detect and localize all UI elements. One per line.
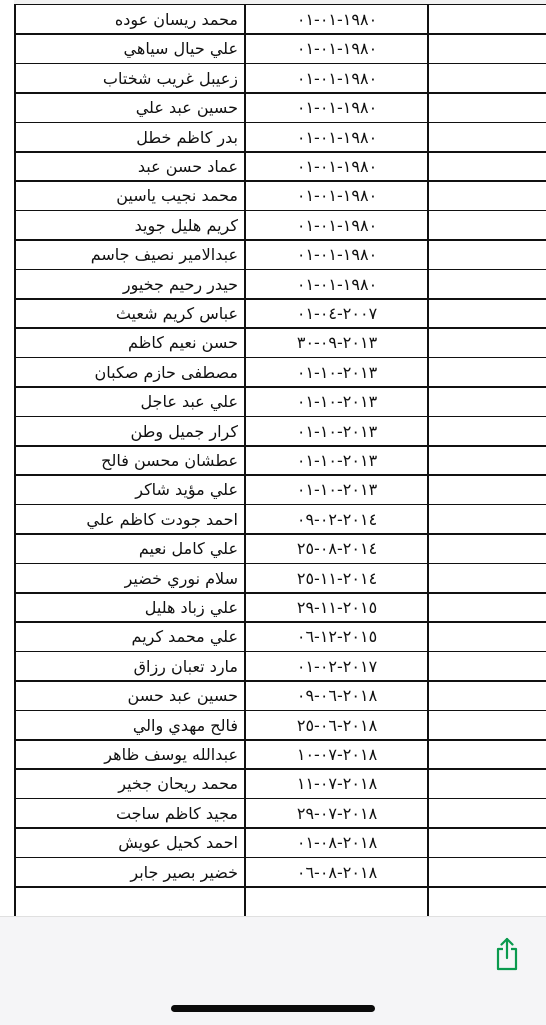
name-cell: خضير بصير جابر xyxy=(130,862,238,882)
name-cell: علي مؤيد شاكر xyxy=(135,480,238,500)
name-cell: كريم هليل جويد xyxy=(134,215,238,235)
date-cell: ١٩٨٠-٠١-٠١ xyxy=(296,10,378,29)
date-cell: ٢٠١٧-٠٢-٠١ xyxy=(296,656,378,676)
date-cell: ٢٠١٣-١٠-٠١ xyxy=(296,392,378,412)
name-cell: محمد ريحان جخير xyxy=(118,774,238,794)
date-cell: ٢٠١٣-١٠-٠١ xyxy=(296,480,378,500)
name-cell: بدر كاظم خطل xyxy=(136,127,238,147)
name-cell: عماد حسن عبد xyxy=(137,157,238,176)
name-cell: حسين عبد حسن xyxy=(127,686,238,706)
date-cell: ٢٠١٨-٠٧-١٠ xyxy=(296,745,378,764)
column-divider xyxy=(427,4,429,916)
name-cell: عباس كريم شعيث xyxy=(115,304,238,323)
name-cell: محمد نجيب ياسين xyxy=(116,186,238,206)
date-cell: ٢٠١٨-٠٦-٢٥ xyxy=(296,715,378,735)
date-cell: ١٩٨٠-٠١-٠١ xyxy=(296,186,378,206)
date-cell: ٢٠١٣-١٠-٠١ xyxy=(296,451,378,470)
name-cell: كرار جميل وطن xyxy=(130,421,238,441)
date-cell: ١٩٨٠-٠١-٠١ xyxy=(296,245,378,265)
share-icon xyxy=(492,937,522,971)
date-cell: ٢٠١٣-١٠-٠١ xyxy=(296,421,378,441)
date-cell: ٢٠١٥-١١-٢٩ xyxy=(296,598,378,617)
name-cell: احمد جودت كاظم علي xyxy=(86,509,238,529)
date-cell: ٢٠١٤-١١-٢٥ xyxy=(296,568,378,588)
date-cell: ٢٠٠٧-٠٤-٠١ xyxy=(296,304,378,323)
row-divider xyxy=(14,886,546,888)
date-cell: ١٩٨٠-٠١-٠١ xyxy=(296,157,378,176)
date-cell: ٢٠١٨-٠٧-١١ xyxy=(296,774,378,794)
name-cell: علي حيال سياهي xyxy=(123,39,238,59)
date-cell: ٢٠١٤-٠٢-٠٩ xyxy=(296,509,378,529)
name-cell: عبدالله يوسف ظاهر xyxy=(104,745,238,764)
home-indicator xyxy=(171,1005,375,1012)
name-cell: مارد تعبان رزاق xyxy=(133,656,238,676)
date-cell: ٢٠١٨-٠٨-٠١ xyxy=(296,833,378,853)
date-cell: ١٩٨٠-٠١-٠١ xyxy=(296,39,378,59)
date-cell: ١٩٨٠-٠١-٠١ xyxy=(296,127,378,147)
date-cell: ١٩٨٠-٠١-٠١ xyxy=(296,215,378,235)
date-cell: ٢٠١٨-٠٨-٠٦ xyxy=(296,862,378,882)
name-cell: عطشان محسن فالح xyxy=(101,451,238,470)
date-cell: ٢٠١٣-٠٩-٣٠ xyxy=(296,333,378,353)
name-cell: محمد ريسان عوده xyxy=(114,10,238,29)
name-cell: حسين عبد علي xyxy=(135,98,238,118)
name-cell: عبدالامير نصيف جاسم xyxy=(90,245,238,265)
name-cell: علي محمد كريم xyxy=(131,627,238,647)
date-cell: ٢٠١٣-١٠-٠١ xyxy=(296,362,378,382)
date-cell: ١٩٨٠-٠١-٠١ xyxy=(296,68,378,88)
name-cell: مصطفى حازم صكبان xyxy=(94,362,238,382)
name-cell: علي كامل نعيم xyxy=(138,539,238,559)
date-cell: ١٩٨٠-٠١-٠١ xyxy=(296,98,378,118)
name-cell: حيدر رحيم جخيور xyxy=(122,274,238,294)
name-cell: مجيد كاظم ساجت xyxy=(115,803,238,823)
column-divider xyxy=(244,4,246,916)
name-cell: زعيبل غريب شختاب xyxy=(102,68,238,88)
name-cell: حسن نعيم كاظم xyxy=(127,333,238,353)
name-cell: فالح مهدي والي xyxy=(132,715,238,735)
date-cell: ٢٠١٨-٠٧-٢٩ xyxy=(296,803,378,823)
date-cell: ٢٠١٥-١٢-٠٦ xyxy=(296,627,378,647)
name-cell: سلام نوري خضير xyxy=(124,568,238,588)
name-cell: احمد كحيل عويش xyxy=(118,833,238,853)
name-cell: علي عبد عاجل xyxy=(140,392,238,412)
bottom-toolbar xyxy=(0,916,546,1025)
name-cell: علي زباد هليل xyxy=(144,598,238,617)
date-cell: ١٩٨٠-٠١-٠١ xyxy=(296,274,378,294)
share-button[interactable] xyxy=(492,937,522,971)
date-cell: ٢٠١٤-٠٨-٢٥ xyxy=(296,539,378,559)
date-cell: ٢٠١٨-٠٦-٠٩ xyxy=(296,686,378,706)
